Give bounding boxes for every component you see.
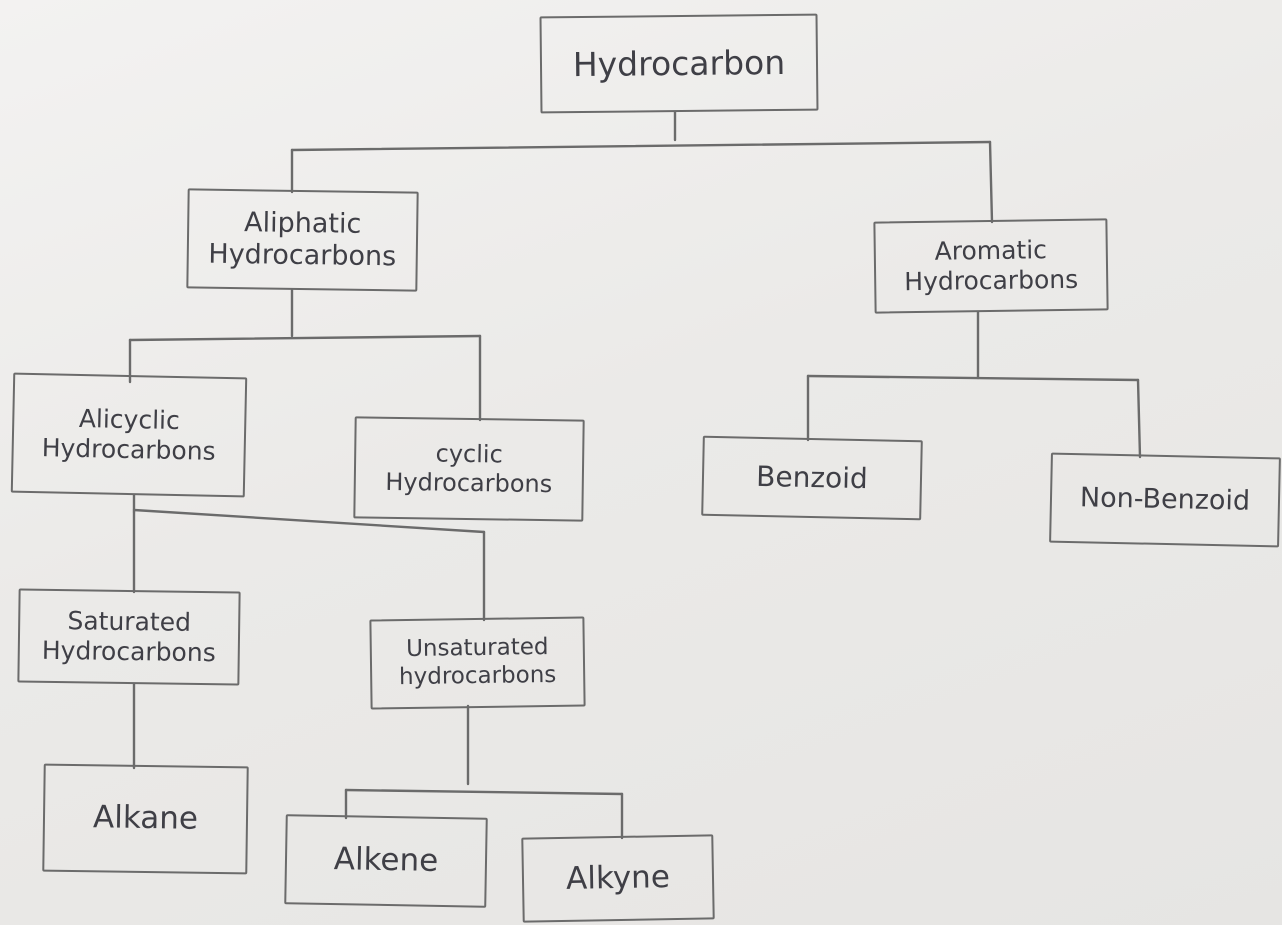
edge-hydrocarbon-bar <box>292 142 990 150</box>
node-benzoid: Benzoid <box>701 436 923 521</box>
node-non-benzoid: Non-Benzoid <box>1049 453 1281 548</box>
node-alkyne: Alkyne <box>521 834 714 922</box>
node-unsaturated-hydrocarbons: Unsaturated hydrocarbons <box>369 617 585 710</box>
node-aliphatic-hydrocarbons: Aliphatic Hydrocarbons <box>186 188 418 291</box>
edge-aliphatic-bar <box>130 336 480 340</box>
node-aromatic-hydrocarbons: Aromatic Hydrocarbons <box>873 218 1108 313</box>
edge-to-nonbenzoid <box>1138 380 1140 457</box>
edge-unsaturated-bar <box>346 790 622 794</box>
node-cyclic-hydrocarbons: cyclic Hydrocarbons <box>353 416 584 521</box>
node-saturated-hydrocarbons: Saturated Hydrocarbons <box>17 588 240 685</box>
edge-to-aromatic <box>990 142 992 222</box>
node-alkene: Alkene <box>284 814 488 908</box>
node-alicyclic-hydrocarbons: Alicyclic Hydrocarbons <box>11 373 247 498</box>
node-hydrocarbon: Hydrocarbon <box>539 14 818 114</box>
node-alkane: Alkane <box>42 764 248 875</box>
edge-aromatic-bar <box>808 376 1138 380</box>
